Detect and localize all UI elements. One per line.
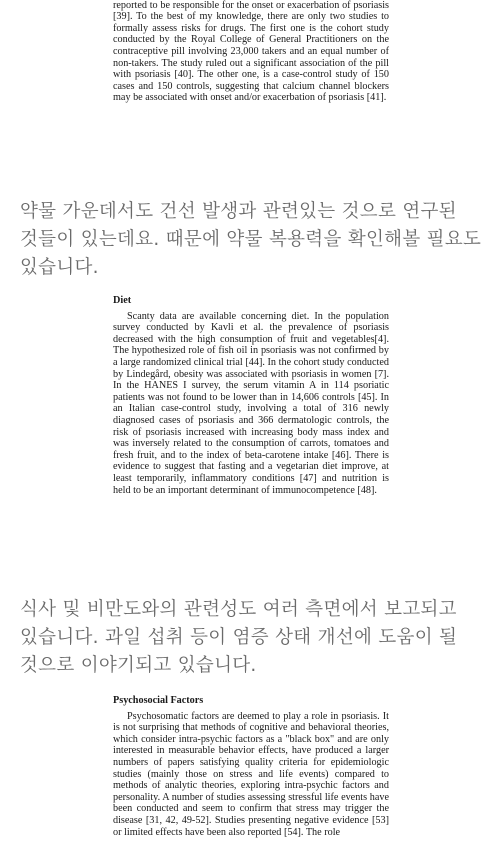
korean-comment-drugs: 약물 가운데서도 건선 발생과 관련있는 것으로 연구된 것들이 있는데요. 때문에 약물 복용력을 확인해볼 필요도 있습니다.	[20, 201, 482, 278]
section-heading-diet: Diet	[113, 295, 132, 306]
excerpt-diet	[113, 295, 389, 496]
excerpt-diet-paragraph: Scanty data are available concerning diet. In the population survey conducted by Kavli et al. the prevalence of psoriasis decreased with the high consumption of fruit and vegetables[4]. The hypothesized role of fish oil in psoriasis was not confirmed by a large randomized clinical trial [44]. In the cohort study conducted by Lindegård, obesity was associated with psoriasis in women [7]. In the HANES I survey, the serum vitamin A in 114 psoriatic patients was not found to be lower than in 14,606 controls [45]. In an Italian case-control study, involving a total of 316 newly diagnosed cases of psoriasis and 366 dermatologic controls, the risk of psoriasis increased with increasing body mass index and was inversely related to the consumption of carrots, tomatoes and fresh fruit, and to the index of beta-carotene intake [46]. There is evidence to suggest that fasting and a vegetarian diet improve, at least temporarily, inflammatory conditions [47] and nutrition is held to be an important determinant of immunocompetence [48].	[113, 310, 389, 496]
excerpt-drugs-paragraph: reported to be responsible for the onset or exacerbation of psoriasis [39]. To the best of my knowledge, there are only two studies to formally assess risks for drugs. The first one is the cohort study conducted by the Royal College of General Practitioners on the contraceptive pill involving 23,000 takers and an equal number of non-takers. The study ruled out a significant association of the pill with psoriasis [40]. The other one, is a case-control study of 150 cases and 150 controls, suggesting that calcium channel blockers may be associated with onset and/or exacerbation of psoriasis [41].	[113, 0, 389, 104]
section-heading-psychosocial: Psychosocial Factors	[113, 695, 204, 706]
excerpt-psychosocial-paragraph: Psychosomatic factors are deemed to play a role in psoriasis. It is not surprising that methods of cognitive and behavioral theories, which consider intra-psychic factors as a "black box" and are only interested in measurable behavior effects, have produced a larger numbers of papers satisfying quality criteria for epidemiologic studies (mainly those on stress and life events) compared to methods of analytic theories, exploring intra-psychic factors and personality. A number of studies assessing stressful life events have been conducted and seem to confirm that stress may trigger the disease [31, 42, 49-52]. Studies presenting negative evidence [53] or limited effects have been also reported [54]. The role	[113, 710, 389, 838]
excerpt-psychosocial	[113, 695, 389, 838]
excerpt-drugs	[113, 0, 389, 104]
korean-comment-diet: 식사 및 비만도와의 관련성도 여러 측면에서 보고되고 있습니다. 과일 섭취 등이 염증 상태 개선에 도움이 될 것으로 이야기되고 있습니다.	[20, 599, 458, 676]
